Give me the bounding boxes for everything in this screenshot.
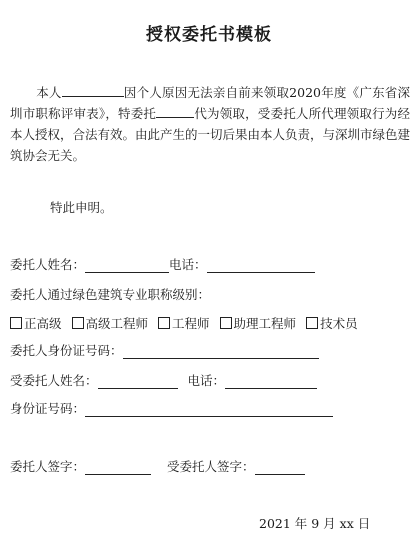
agent-sign-field[interactable] [255,460,305,475]
level-row [10,285,210,303]
signature-row [10,457,305,475]
document-date: 2021 年 9 月 xx 日 [259,516,371,531]
authorization-paragraph [10,82,410,166]
level-label: 委托人通过绿色建筑专业职称级别： [10,287,211,302]
checkbox-icon[interactable] [10,317,22,329]
agent-id-label: 身份证号码： [10,401,86,416]
principal-sign-field[interactable] [85,460,151,475]
level-option-assistant-engineer[interactable]: 助理工程师 [220,314,297,332]
level-options [10,314,368,332]
para-text-1: 本人 [36,85,62,100]
principal-name-row [10,255,315,273]
level-option-technician[interactable]: 技术员 [306,314,358,332]
agent-name-row [10,371,317,389]
agent-phone-label: 电话： [187,373,226,388]
para-text-2: 因个人原因无法亲自前来领取2020年度《广东省深圳市职称评审表》，特委托 [10,85,410,121]
agent-name-label: 受委托人姓名： [10,373,98,388]
principal-id-field[interactable] [123,344,319,359]
principal-name-field[interactable] [85,258,169,273]
level-option-senior-engineer[interactable]: 高级工程师 [72,314,149,332]
phone-label: 电话： [169,257,207,272]
level-option-senior[interactable]: 正高级 [10,314,62,332]
para-text-3: 代为领取，受委托人所代理领取行为经本人授权，合法有效。由此产生的一切后果由本人负责，与深圳市绿色建筑协会无关。 [10,106,411,163]
agent-phone-field[interactable] [225,374,317,389]
checkbox-icon[interactable] [306,317,318,329]
agent-blank[interactable] [156,104,194,118]
principal-id-label: 委托人身份证号码： [10,343,123,358]
agent-sign-label: 受委托人签字： [167,459,255,474]
declaration: 特此申明。 [50,200,113,215]
principal-sign-label: 委托人签字： [10,459,86,474]
agent-id-field[interactable] [85,402,333,417]
principal-id-row [10,341,319,359]
checkbox-icon[interactable] [220,317,232,329]
document-title: 授权委托书模板 [146,25,272,45]
principal-blank[interactable] [62,83,124,97]
agent-id-row [10,399,333,417]
agent-name-field[interactable] [98,374,178,389]
principal-phone-field[interactable] [207,258,315,273]
level-option-engineer[interactable]: 工程师 [158,314,210,332]
checkbox-icon[interactable] [158,317,170,329]
checkbox-icon[interactable] [72,317,84,329]
principal-name-label: 委托人姓名： [10,257,86,272]
